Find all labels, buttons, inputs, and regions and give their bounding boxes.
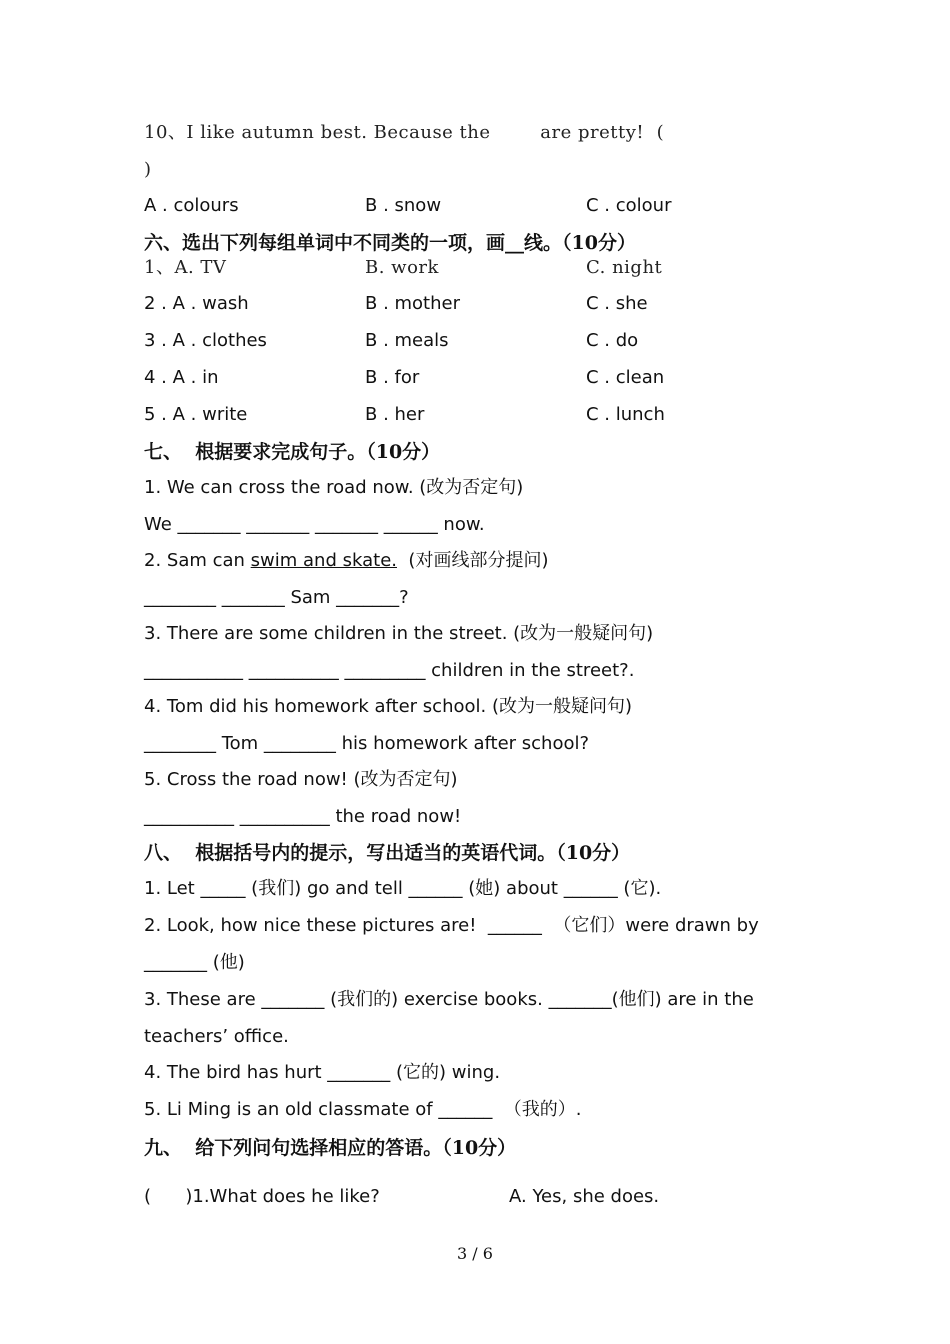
s7-line: ________ Tom ________ his homework after school? — [144, 733, 590, 754]
s9-q1: ( )1.What does he like? — [144, 1186, 380, 1207]
q10-option-a: A . colours — [144, 195, 239, 216]
section6-heading: 六、选出下列每组单词中不同类的一项，画__线。（10分） — [144, 232, 636, 254]
s6-row2-a: 2 . A . wash — [144, 293, 249, 314]
s9-a1: A. Yes, she does. — [509, 1186, 660, 1207]
s8-line: _______ (他) — [144, 952, 245, 973]
s7-q2-underlined: swim and skate. — [250, 550, 397, 571]
s7-line: __________ __________ the road now! — [144, 806, 462, 827]
s6-row2-c: C . she — [586, 293, 648, 314]
section7-heading: 七、 根据要求完成句子。（10分） — [144, 441, 441, 463]
s6-row1-c: C. night — [586, 257, 663, 278]
s6-row2-b: B . mother — [365, 293, 461, 314]
s7-line: 5. Cross the road now! (改为否定句) — [144, 769, 458, 790]
s6-row5-a: 5 . A . write — [144, 404, 248, 425]
s7-q2 — [144, 549, 548, 573]
s6-row4-a: 4 . A . in — [144, 367, 219, 388]
s8-line: 3. These are _______ (我们的) exercise books. _______(他们) are in the — [144, 989, 754, 1010]
s7-line: ________ _______ Sam _______? — [144, 587, 409, 608]
s8-line: 2. Look, how nice these pictures are! ______ （它们）were drawn by — [144, 915, 759, 936]
s8-line: teachers’ office. — [144, 1026, 289, 1047]
s7-line: 3. There are some children in the street. (改为一般疑问句) — [144, 623, 654, 644]
s6-row3-a: 3 . A . clothes — [144, 330, 267, 351]
section8-heading: 八、 根据括号内的提示，写出适当的英语代词。（10分） — [144, 842, 631, 864]
s6-row4-c: C . clean — [586, 367, 665, 388]
s6-row5-c: C . lunch — [586, 404, 665, 425]
section9-heading: 九、 给下列问句选择相应的答语。（10分） — [144, 1137, 517, 1159]
s6-row3-b: B . meals — [365, 330, 449, 351]
s6-row1-a: 1、A. TV — [144, 257, 227, 278]
s7-line: We _______ _______ _______ ______ now. — [144, 514, 485, 535]
s7-line: 4. Tom did his homework after school. (改为一般疑问句) — [144, 696, 632, 717]
s7-line: ___________ __________ _________ children in the street?. — [144, 660, 635, 681]
s8-line: 5. Li Ming is an old classmate of ______ （我的）. — [144, 1099, 582, 1120]
q10-line2: ) — [144, 159, 152, 180]
q10-option-c: C . colour — [586, 195, 672, 216]
s6-row3-c: C . do — [586, 330, 639, 351]
s6-row5-b: B . her — [365, 404, 425, 425]
s6-row4-b: B . for — [365, 367, 420, 388]
s8-line: 1. Let _____ (我们) go and tell ______ (她) about ______ (它). — [144, 878, 662, 899]
s8-line: 4. The bird has hurt _______ (它的) wing. — [144, 1062, 501, 1083]
q10-option-b: B . snow — [365, 195, 442, 216]
s7-line: 1. We can cross the road now. (改为否定句) — [144, 477, 524, 498]
s7-q2-suffix: (对画线部分提问) — [396, 550, 549, 571]
s6-row1-b: B. work — [365, 257, 439, 278]
s7-q2-prefix: 2. Sam can — [144, 550, 251, 571]
q10-line1: 10、I like autumn best. Because the are pretty! ( — [144, 122, 665, 143]
page-number: 3 / 6 — [457, 1244, 493, 1263]
